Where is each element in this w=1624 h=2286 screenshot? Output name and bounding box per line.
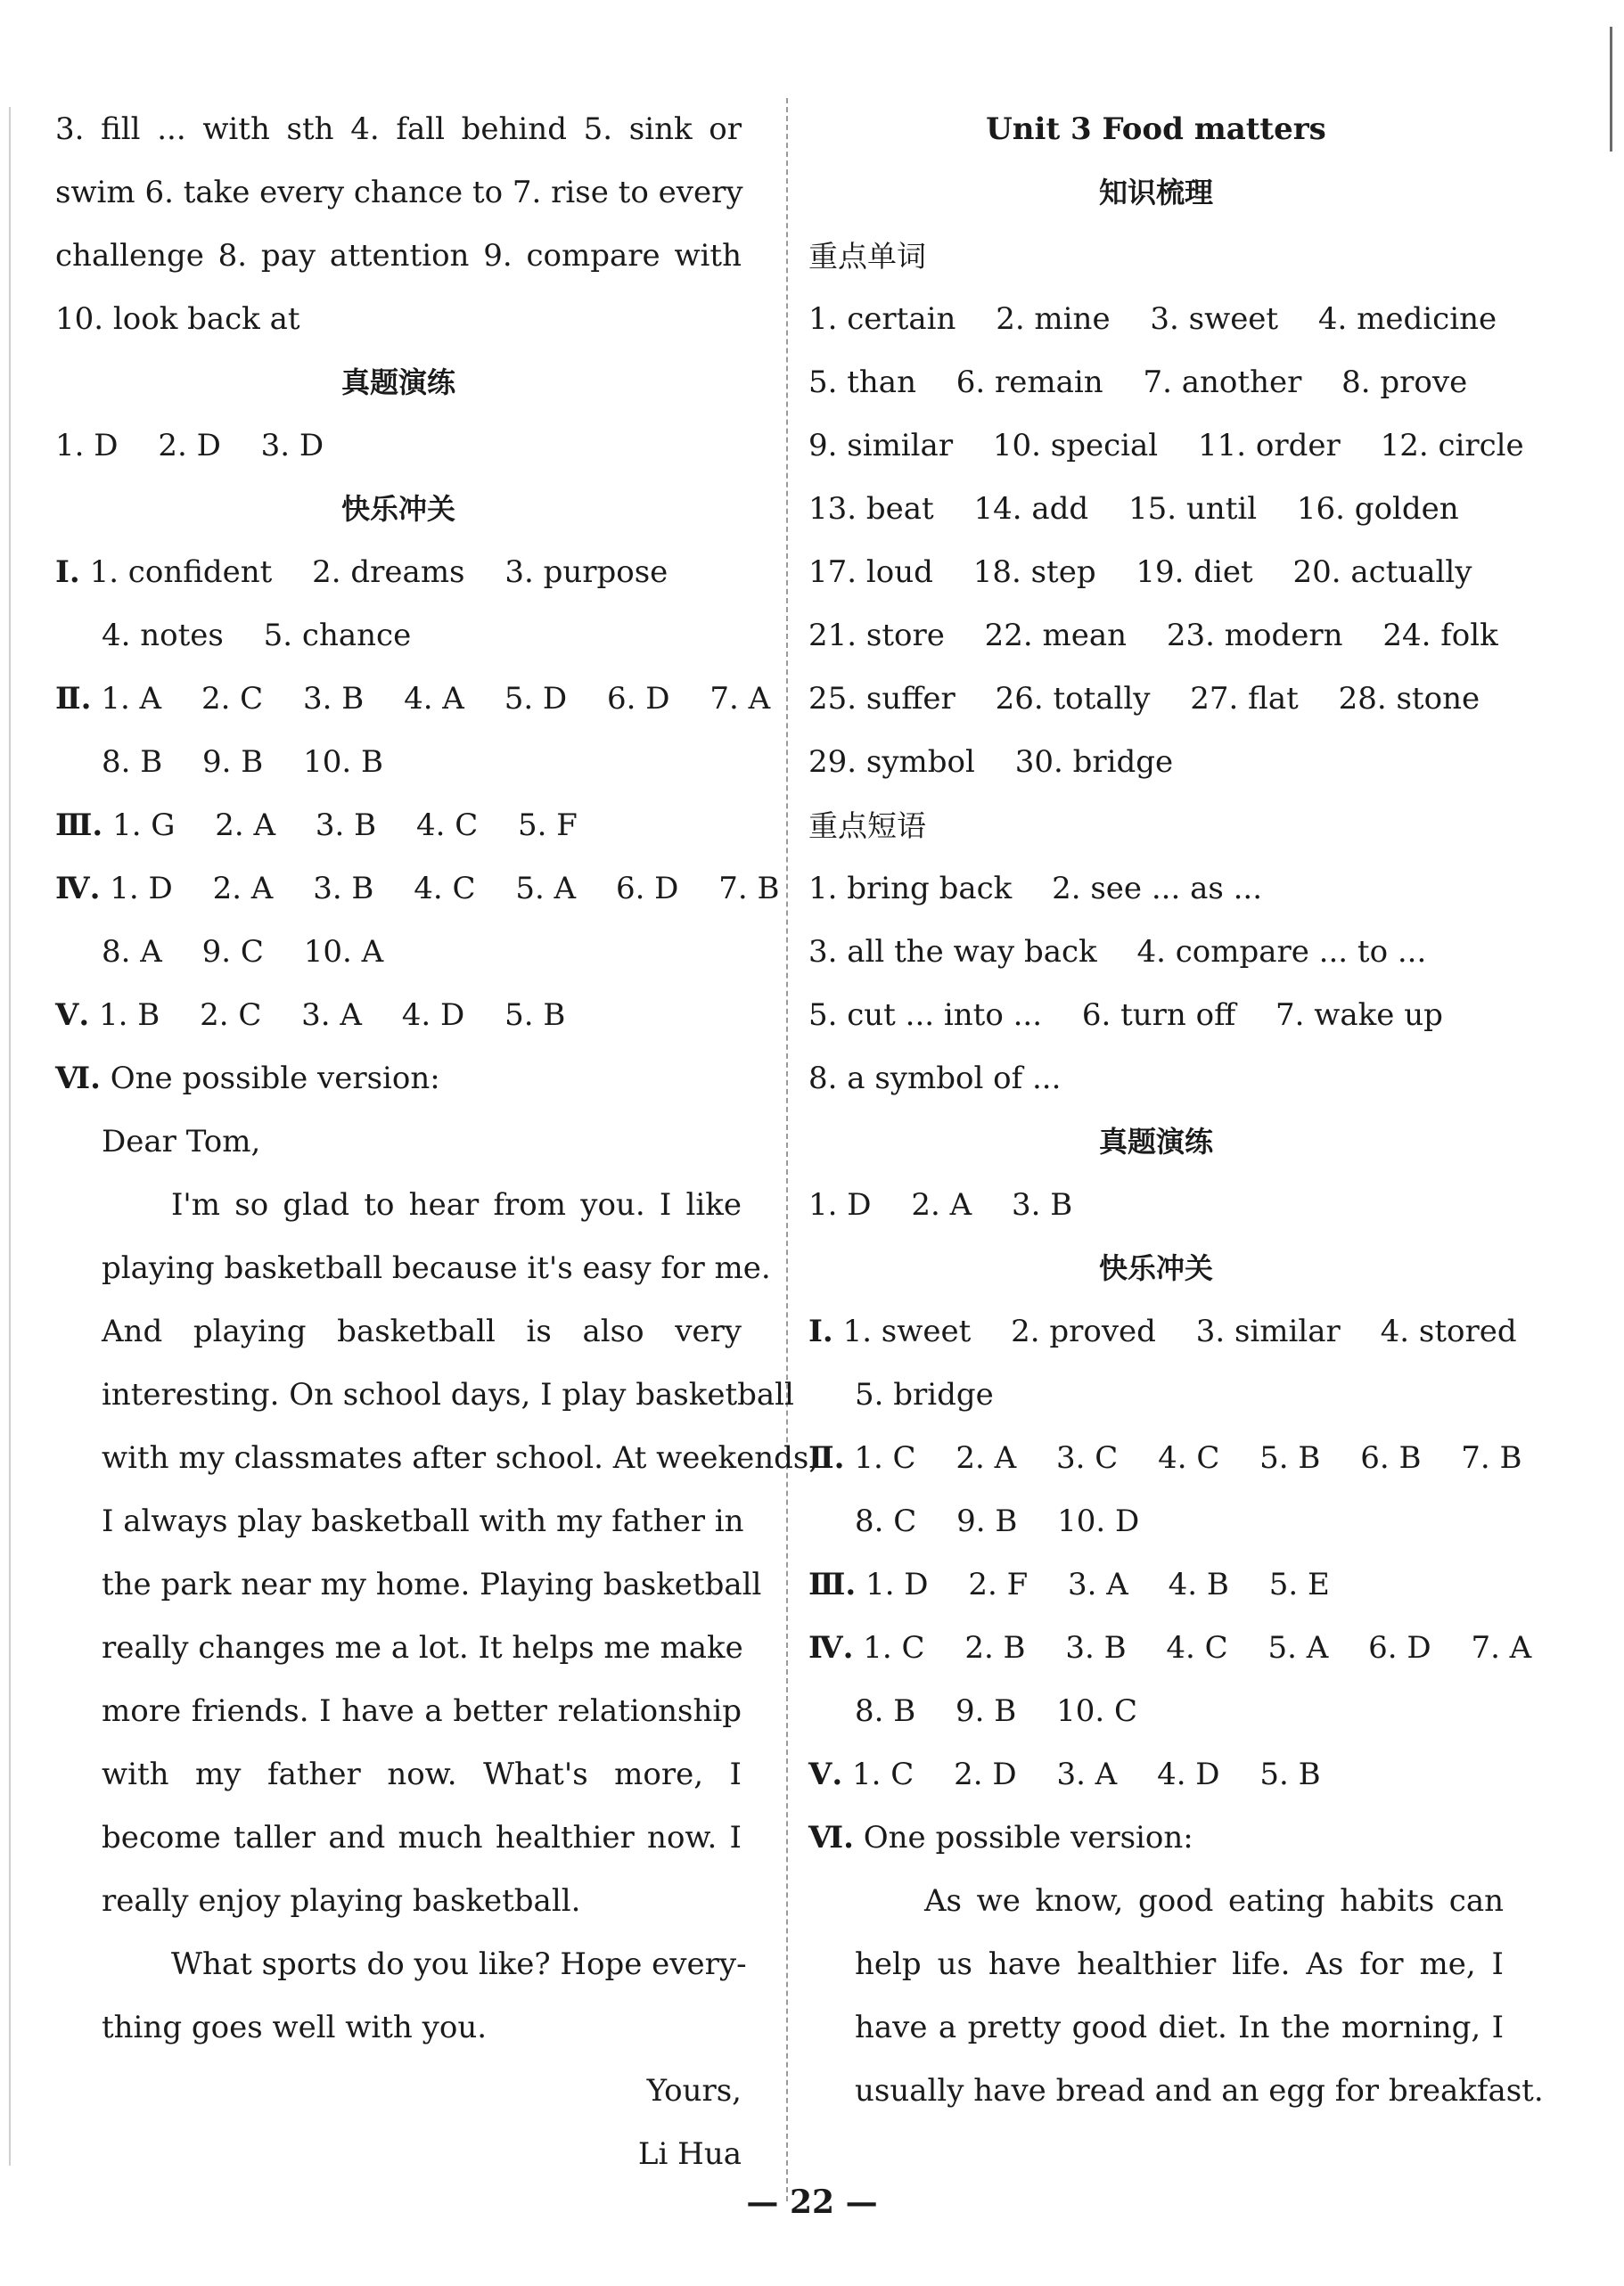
answer-item: 1. A	[101, 681, 162, 717]
word-item: 2. mine	[996, 301, 1111, 337]
answer-item: 2. proved	[1011, 1314, 1156, 1349]
answer-item: 3. A	[301, 997, 362, 1033]
word-item: 8. prove	[1341, 365, 1468, 400]
answer-item: 1. D	[110, 871, 173, 906]
answer-item: 6. D	[607, 681, 670, 717]
answer-item: 1. C	[854, 1440, 916, 1476]
section-5-line-1	[55, 984, 742, 1047]
section-label: Ⅱ.	[55, 681, 92, 717]
words-row	[808, 351, 1504, 414]
answer-item: 2. F	[968, 1567, 1029, 1602]
section-6-intro	[55, 1047, 742, 1110]
answer-item: 4. stored	[1380, 1314, 1517, 1349]
letter-line: really enjoy playing basketball.	[102, 1883, 581, 1919]
words-heading: 重点单词	[808, 239, 926, 274]
answer-item: 3. A	[1068, 1567, 1128, 1602]
section-label: Ⅰ.	[808, 1314, 833, 1349]
word-item: 17. loud	[808, 554, 933, 590]
phrase-item: 6. turn off	[1081, 997, 1236, 1033]
word-item: 1. certain	[808, 301, 956, 337]
essay-line: help us have healthier life. As for me, I	[855, 1946, 1504, 1982]
phrase-line: 10. look back at	[55, 301, 300, 337]
phrases-heading: 重点短语	[808, 808, 926, 843]
left-column	[55, 98, 819, 2186]
answer-item: 8. B	[855, 1693, 916, 1729]
phrases-row	[808, 857, 1504, 921]
answer-item: 10. A	[303, 934, 384, 970]
answer-item: 3. C	[1056, 1440, 1119, 1476]
word-item: 4. medicine	[1317, 301, 1497, 337]
words-row	[808, 668, 1504, 731]
word-item: 29. symbol	[808, 744, 975, 780]
answer-item: 3. B	[303, 681, 365, 717]
intro-text: One possible version:	[110, 1061, 440, 1096]
phrase-line: 3. fill ... with sth 4. fall behind 5. sink or	[55, 111, 742, 147]
word-item: 22. mean	[984, 618, 1128, 653]
answer-item: 5. A	[1267, 1630, 1329, 1666]
word-item: 11. order	[1198, 428, 1341, 463]
letter-line: more friends. I have a better relationship	[102, 1693, 742, 1729]
section-label: Ⅵ.	[808, 1820, 854, 1856]
section-label: Ⅲ.	[808, 1567, 857, 1602]
right-column	[808, 98, 1544, 2123]
section-label: Ⅵ.	[55, 1061, 101, 1096]
words-row	[808, 731, 1504, 794]
letter-line: with my classmates after school. At weekends,	[102, 1440, 819, 1476]
answer-item: 2. C	[201, 681, 264, 717]
section-2-line-2	[808, 1490, 1504, 1553]
phrase-item: 4. compare ... to ...	[1136, 934, 1427, 970]
phrase-item: 7. wake up	[1275, 997, 1443, 1033]
word-item: 3. sweet	[1150, 301, 1279, 337]
answer-item: 4. C	[1166, 1630, 1228, 1666]
answer-item: 6. D	[615, 871, 679, 906]
answer-item: 4. C	[415, 807, 479, 843]
answer-item: 8. C	[855, 1504, 917, 1539]
section-label: Ⅴ.	[808, 1757, 843, 1792]
word-item: 9. similar	[808, 428, 954, 463]
phrase-item: 2. see ... as ...	[1052, 871, 1263, 906]
answer-item: 7. B	[718, 871, 780, 906]
words-row	[808, 541, 1504, 604]
word-item: 28. stone	[1338, 681, 1480, 717]
letter-line: the park near my home. Playing basketball	[102, 1567, 762, 1602]
section-1-line-1	[808, 1300, 1517, 1364]
words-row	[808, 288, 1504, 351]
section-2-line-2	[55, 731, 742, 794]
word-item: 20. actually	[1292, 554, 1472, 590]
page-number: — 22 —	[746, 2184, 878, 2221]
letter-line: I always play basketball with my father in	[102, 1504, 744, 1539]
zhenti-answers	[55, 414, 742, 478]
answer-item: 3. A	[1056, 1757, 1118, 1792]
section-1-line-2	[55, 604, 742, 668]
section-1-line-2	[808, 1364, 1504, 1427]
word-item: 24. folk	[1382, 618, 1498, 653]
word-item: 10. special	[992, 428, 1159, 463]
answer-item: 4. C	[1158, 1440, 1220, 1476]
answer-item: 5. B	[504, 997, 566, 1033]
answer-item: 10. C	[1056, 1693, 1137, 1729]
zhishi-heading: 知识梳理	[1098, 176, 1213, 209]
answer-item: 1. B	[99, 997, 160, 1033]
answer-item: 10. B	[303, 744, 383, 780]
answer-item: 9. C	[201, 934, 264, 970]
section-label: Ⅴ.	[55, 997, 90, 1033]
section-1-line-1	[55, 541, 742, 604]
answer-item: 3. purpose	[504, 554, 668, 590]
answer-item: 2. D	[954, 1757, 1017, 1792]
answer-item: 4. notes	[102, 618, 224, 653]
answer-item: 9. B	[956, 1693, 1017, 1729]
word-item: 13. beat	[808, 491, 934, 527]
section-3-line-1	[808, 1553, 1504, 1617]
answer-item: 8. B	[102, 744, 163, 780]
word-item: 15. until	[1128, 491, 1258, 527]
answer-item: 3. B	[315, 807, 377, 843]
word-item: 27. flat	[1190, 681, 1299, 717]
letter-line: thing goes well with you.	[102, 2010, 488, 2045]
section-label: Ⅳ.	[808, 1630, 854, 1666]
kuaile-heading: 快乐冲关	[1098, 1251, 1213, 1285]
word-item: 18. step	[972, 554, 1096, 590]
word-item: 25. suffer	[808, 681, 956, 717]
word-item: 12. circle	[1380, 428, 1524, 463]
answer-item: 3. D	[260, 428, 324, 463]
word-item: 16. golden	[1296, 491, 1459, 527]
answer-item: 1. D	[808, 1187, 872, 1223]
letter-line: become taller and much healthier now. I	[102, 1820, 742, 1856]
answer-item: 5. chance	[263, 618, 412, 653]
answer-item: 5. E	[1268, 1567, 1330, 1602]
section-3-line-1	[55, 794, 742, 857]
phrase-line: challenge 8. pay attention 9. compare with	[55, 238, 742, 274]
answer-item: 2. A	[956, 1440, 1017, 1476]
word-item: 19. diet	[1136, 554, 1253, 590]
answer-item: 2. D	[158, 428, 221, 463]
answer-item: 4. D	[401, 997, 465, 1033]
section-label: Ⅳ.	[55, 871, 101, 906]
answer-item: 2. A	[212, 871, 274, 906]
phrases-row	[808, 921, 1504, 984]
kuaile-heading: 快乐冲关	[340, 492, 455, 526]
section-label: Ⅱ.	[808, 1440, 845, 1476]
answer-item: 1. C	[852, 1757, 915, 1792]
answer-item: 3. B	[1011, 1187, 1073, 1223]
answer-item: 7. A	[709, 681, 771, 717]
answer-item: 3. similar	[1195, 1314, 1341, 1349]
answer-item: 2. dreams	[312, 554, 465, 590]
phrase-item: 3. all the way back	[808, 934, 1097, 970]
answer-item: 9. B	[202, 744, 264, 780]
answer-item: 2. B	[964, 1630, 1026, 1666]
answer-item: 1. confident	[89, 554, 273, 590]
answer-item: 1. G	[112, 807, 176, 843]
answer-item: 5. B	[1259, 1440, 1321, 1476]
letter-signature: Li Hua	[637, 2136, 742, 2172]
answer-item: 5. A	[515, 871, 577, 906]
word-item: 6. remain	[956, 365, 1103, 400]
letter-line: really changes me a lot. It helps me make	[102, 1630, 743, 1666]
section-2-line-1	[808, 1427, 1522, 1490]
zhenti-heading: 真题演练	[1098, 1125, 1213, 1159]
letter-line: And playing basketball is also very	[102, 1314, 742, 1349]
answer-item: 1. D	[55, 428, 119, 463]
unit-title: Unit 3 Food matters	[986, 111, 1326, 147]
section-4-line-1	[55, 857, 780, 921]
answer-item: 2. A	[911, 1187, 972, 1223]
section-5-line-1	[808, 1743, 1504, 1807]
phrase-item: 8. a symbol of ...	[808, 1061, 1062, 1096]
words-row	[808, 414, 1524, 478]
answer-item: 7. A	[1471, 1630, 1532, 1666]
words-row	[808, 604, 1504, 668]
answer-item: 2. C	[200, 997, 262, 1033]
answer-item: 4. B	[1168, 1567, 1229, 1602]
word-item: 30. bridge	[1014, 744, 1174, 780]
answer-item: 6. B	[1360, 1440, 1422, 1476]
essay-line: As we know, good eating habits can	[924, 1883, 1504, 1919]
phrases-row	[808, 984, 1504, 1047]
word-item: 5. than	[808, 365, 916, 400]
right-edge-mark	[1610, 27, 1612, 152]
answer-item: 3. B	[1065, 1630, 1127, 1666]
letter-line: I'm so glad to hear from you. I like	[171, 1187, 742, 1223]
answer-item: 4. A	[404, 681, 464, 717]
letter-line: What sports do you like? Hope every-	[171, 1946, 747, 1982]
answer-item: 1. sweet	[842, 1314, 972, 1349]
answer-item: 9. B	[956, 1504, 1018, 1539]
intro-text: One possible version:	[863, 1820, 1193, 1856]
zhenti-heading: 真题演练	[340, 365, 455, 399]
letter-line: playing basketball because it's easy for me.	[102, 1250, 771, 1286]
essay-line: usually have bread and an egg for breakfast.	[855, 2073, 1544, 2109]
answer-item: 5. F	[518, 807, 578, 843]
section-label: Ⅰ.	[55, 554, 80, 590]
answer-item: 10. D	[1057, 1504, 1140, 1539]
word-item: 23. modern	[1166, 618, 1343, 653]
phrase-item: 1. bring back	[808, 871, 1013, 906]
column-divider	[786, 98, 788, 2201]
section-4-line-2	[808, 1680, 1504, 1743]
section-4-line-2	[55, 921, 742, 984]
answer-item: 6. D	[1368, 1630, 1431, 1666]
words-row	[808, 478, 1504, 541]
answer-item: 3. B	[313, 871, 374, 906]
phrases-row	[808, 1047, 1504, 1110]
answer-item: 8. A	[102, 934, 162, 970]
zhenti-answers	[808, 1174, 1504, 1237]
answer-item: 4. D	[1157, 1757, 1220, 1792]
word-item: 7. another	[1143, 365, 1302, 400]
answer-item: 2. A	[215, 807, 276, 843]
answer-item: 5. D	[504, 681, 568, 717]
section-6-intro	[808, 1807, 1504, 1870]
letter-signoff: Yours,	[646, 2073, 742, 2109]
left-margin-line	[9, 107, 11, 2166]
answer-item: 1. C	[863, 1630, 925, 1666]
word-item: 26. totally	[995, 681, 1151, 717]
phrase-item: 5. cut ... into ...	[808, 997, 1043, 1033]
section-2-line-1	[55, 668, 771, 731]
letter-line: with my father now. What's more, I	[102, 1757, 742, 1792]
answer-item: 1. D	[865, 1567, 929, 1602]
letter-greeting: Dear Tom,	[102, 1124, 261, 1159]
answer-item: 5. bridge	[855, 1377, 994, 1413]
section-4-line-1	[808, 1617, 1532, 1680]
answer-item: 7. B	[1461, 1440, 1522, 1476]
section-label: Ⅲ.	[55, 807, 103, 843]
answer-item: 5. B	[1259, 1757, 1321, 1792]
word-item: 14. add	[973, 491, 1089, 527]
letter-line: interesting. On school days, I play basketball	[102, 1377, 794, 1413]
phrase-line: swim 6. take every chance to 7. rise to every	[55, 175, 743, 210]
word-item: 21. store	[808, 618, 945, 653]
essay-line: have a pretty good diet. In the morning, I	[855, 2010, 1504, 2045]
answer-item: 4. C	[414, 871, 476, 906]
